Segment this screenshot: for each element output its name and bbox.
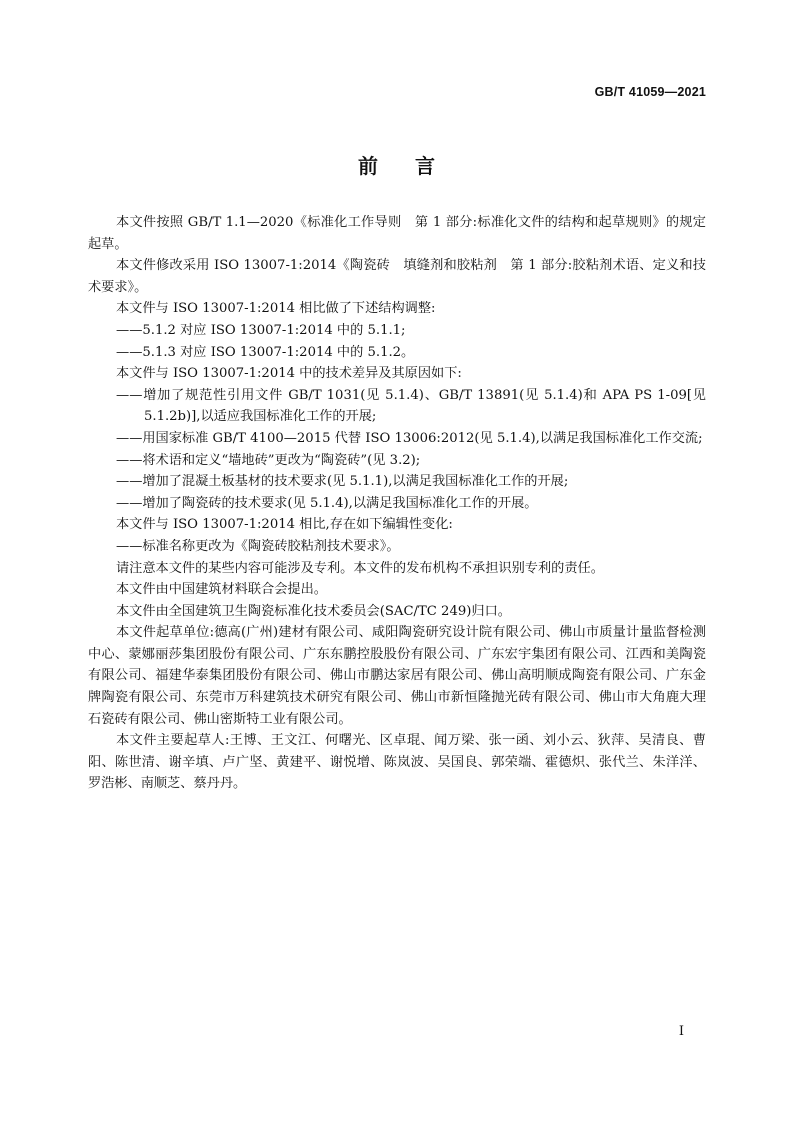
standard-code: GB/T 41059—2021 — [594, 85, 706, 99]
paragraph-patent-notice: 请注意本文件的某些内容可能涉及专利。本文件的发布机构不承担识别专利的责任。 — [116, 560, 604, 576]
paragraph-drafting-units: 本文件起草单位:德高(广州)建材有限公司、咸阳陶瓷研究设计院有限公司、佛山市质量计量监督检测中心、蒙娜丽莎集团股份有限公司、广东东鹏控股股份有限公司、广东宏宇集团有限公司、江西和美陶瓷有限公司、福建华泰集团股份有限公司、佛山市鹏达家居有限公司、佛山高明顺成陶瓷有限公司、广东金牌陶瓷有限公司、东莞市万科建筑技术研究有限公司、佛山市新恒隆抛光砖有限公司、佛山市大角鹿大理石瓷砖有限公司、佛山密斯特工业有限公司。 — [88, 625, 706, 727]
paragraph-drafting-rules: 本文件按照 GB/T 1.1—2020《标准化工作导则 第 1 部分:标准化文件的结构和起草规则》的规定起草。 — [88, 215, 706, 252]
list-item: ——用国家标准 GB/T 4100—2015 代替 ISO 13006:2012(见 5.1.4),以满足我国标准化工作交流; — [116, 430, 703, 446]
list-item: ——增加了规范性引用文件 GB/T 1031(见 5.1.4)、GB/T 13891(见 5.1.4)和 APA PS 1-09[见 5.1.2b)],以适应我国标准化工作的开展; — [116, 387, 706, 425]
list-item: ——标准名称更改为《陶瓷砖胶粘剂技术要求》。 — [116, 538, 400, 554]
page-number: I — [678, 1024, 684, 1039]
list-item: ——5.1.3 对应 ISO 13007-1:2014 中的 5.1.2。 — [116, 344, 415, 360]
page-title: 前 言 — [358, 154, 436, 178]
paragraph-structure-changes: 本文件与 ISO 13007-1:2014 相比做了下述结构调整: — [116, 301, 436, 317]
paragraph-adoption: 本文件修改采用 ISO 13007-1:2014《陶瓷砖 填缝剂和胶粘剂 第 1 部分:胶粘剂术语、定义和技术要求》。 — [88, 258, 706, 295]
foreword-body — [88, 212, 706, 795]
paragraph-proposer: 本文件由中国建筑材料联合会提出。 — [116, 582, 327, 598]
list-item: ——增加了混凝土板基材的技术要求(见 5.1.1),以满足我国标准化工作的开展; — [116, 474, 569, 490]
paragraph-technical-differences: 本文件与 ISO 13007-1:2014 中的技术差异及其原因如下: — [116, 366, 462, 382]
paragraph-drafters: 本文件主要起草人:王博、王文江、何曙光、区卓琨、闻万梁、张一函、刘小云、狄萍、吴清良、曹阳、陈世清、谢辛填、卢广坚、黄建平、谢悦增、陈岚波、吴国良、郭荣端、霍德炽、张代兰、朱洋洋、罗浩彬、南顺芝、蔡丹丹。 — [88, 733, 706, 792]
list-item: ——增加了陶瓷砖的技术要求(见 5.1.4),以满足我国标准化工作的开展。 — [116, 495, 538, 511]
paragraph-committee: 本文件由全国建筑卫生陶瓷标准化技术委员会(SAC/TC 249)归口。 — [116, 603, 511, 619]
list-item: ——5.1.2 对应 ISO 13007-1:2014 中的 5.1.1; — [116, 322, 406, 338]
list-item: ——将术语和定义“墙地砖”更改为“陶瓷砖”(见 3.2); — [116, 452, 421, 468]
paragraph-editorial-changes: 本文件与 ISO 13007-1:2014 相比,存在如下编辑性变化: — [116, 517, 453, 533]
